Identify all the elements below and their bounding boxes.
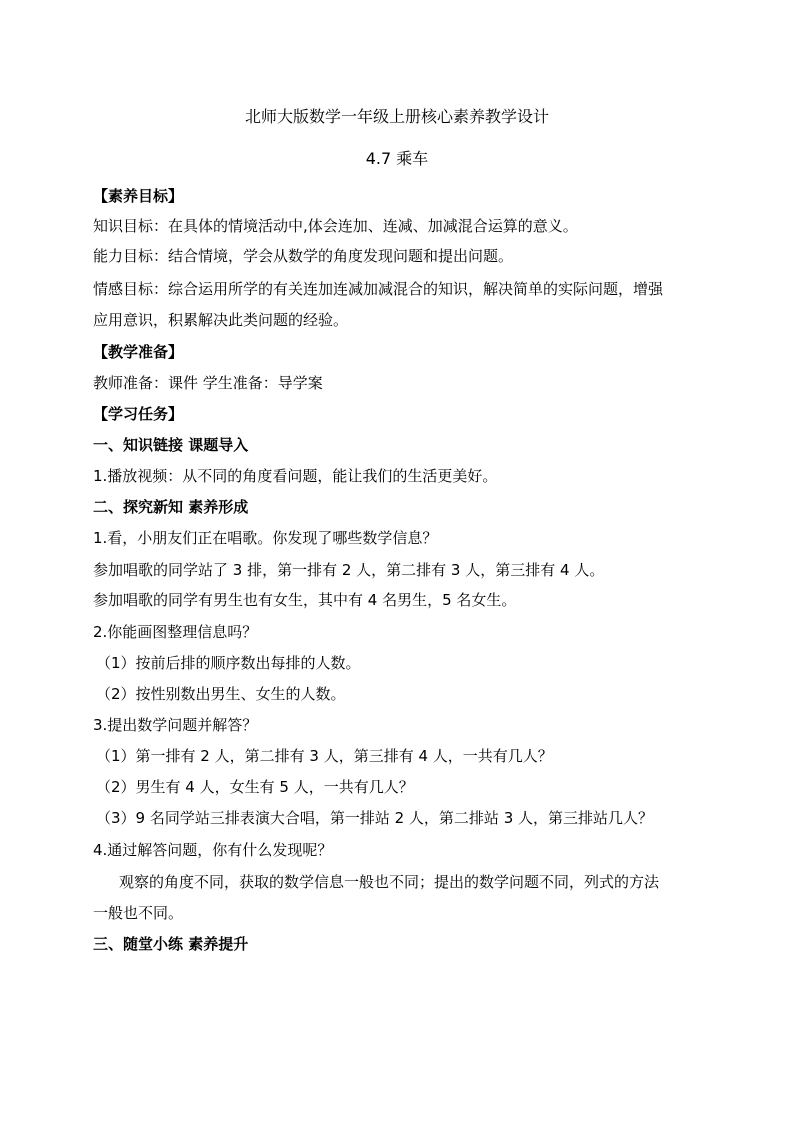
- part2-item1-info2: 参加唱歌的同学有男生也有女生，其中有 4 名男生，5 名女生。: [93, 591, 517, 609]
- prep-text: 教师准备：课件 学生准备：导学案: [93, 374, 323, 392]
- part1-item1: 1.播放视频：从不同的角度看问题，能让我们的生活更美好。: [93, 467, 498, 485]
- part2-item2: 2.你能画图整理信息吗？: [93, 623, 258, 641]
- ability-goal: 能力目标：结合情境，学会从数学的角度发现问题和提出问题。: [93, 247, 514, 265]
- prep-heading: 【教学准备】: [93, 343, 184, 361]
- part2-item1: 1.看，小朋友们正在唱歌。你发现了哪些数学信息？: [93, 529, 438, 547]
- part2-item4-answer-line2: 一般也不同。: [93, 904, 184, 922]
- part2-item1-info1: 参加唱歌的同学站了 3 排，第一排有 2 人，第二排有 3 人，第三排有 4 人。: [93, 561, 605, 579]
- part2-heading: 二、探究新知 素养形成: [93, 498, 249, 516]
- part3-heading: 三、随堂小练 素养提升: [93, 935, 249, 953]
- lesson-subtitle: 4.7 乘车: [365, 149, 429, 168]
- part1-heading: 一、知识链接 课题导入: [93, 436, 249, 454]
- goals-heading: 【素养目标】: [93, 187, 184, 205]
- part2-item2-sub2: （2）按性别数出男生、女生的人数。: [96, 685, 346, 703]
- part2-item3-sub3: （3）9 名同学站三排表演大合唱，第一排站 2 人，第二排站 3 人，第三排站几人？: [96, 809, 654, 827]
- document-title: 北师大版数学一年级上册核心素养教学设计: [244, 107, 549, 126]
- knowledge-goal: 知识目标：在具体的情境活动中,体会连加、连减、加减混合运算的意义。: [93, 217, 578, 235]
- part2-item4: 4.通过解答问题，你有什么发现呢？: [93, 841, 333, 859]
- part2-item2-sub1: （1）按前后排的顺序数出每排的人数。: [96, 654, 361, 672]
- emotion-goal-line1: 情感目标：综合运用所学的有关连加连减加减混合的知识，解决简单的实际问题，增强: [93, 280, 664, 298]
- emotion-goal-line2: 应用意识，积累解决此类问题的经验。: [93, 311, 349, 329]
- part2-item3: 3.提出数学问题并解答？: [93, 716, 258, 734]
- part2-item4-answer-line1: 观察的角度不同，获取的数学信息一般也不同；提出的数学问题不同，列式的方法: [119, 873, 660, 891]
- part2-item3-sub1: （1）第一排有 2 人，第二排有 3 人，第三排有 4 人，一共有几人？: [96, 747, 553, 765]
- part2-item3-sub2: （2）男生有 4 人，女生有 5 人，一共有几人？: [96, 778, 414, 796]
- tasks-heading: 【学习任务】: [93, 405, 184, 423]
